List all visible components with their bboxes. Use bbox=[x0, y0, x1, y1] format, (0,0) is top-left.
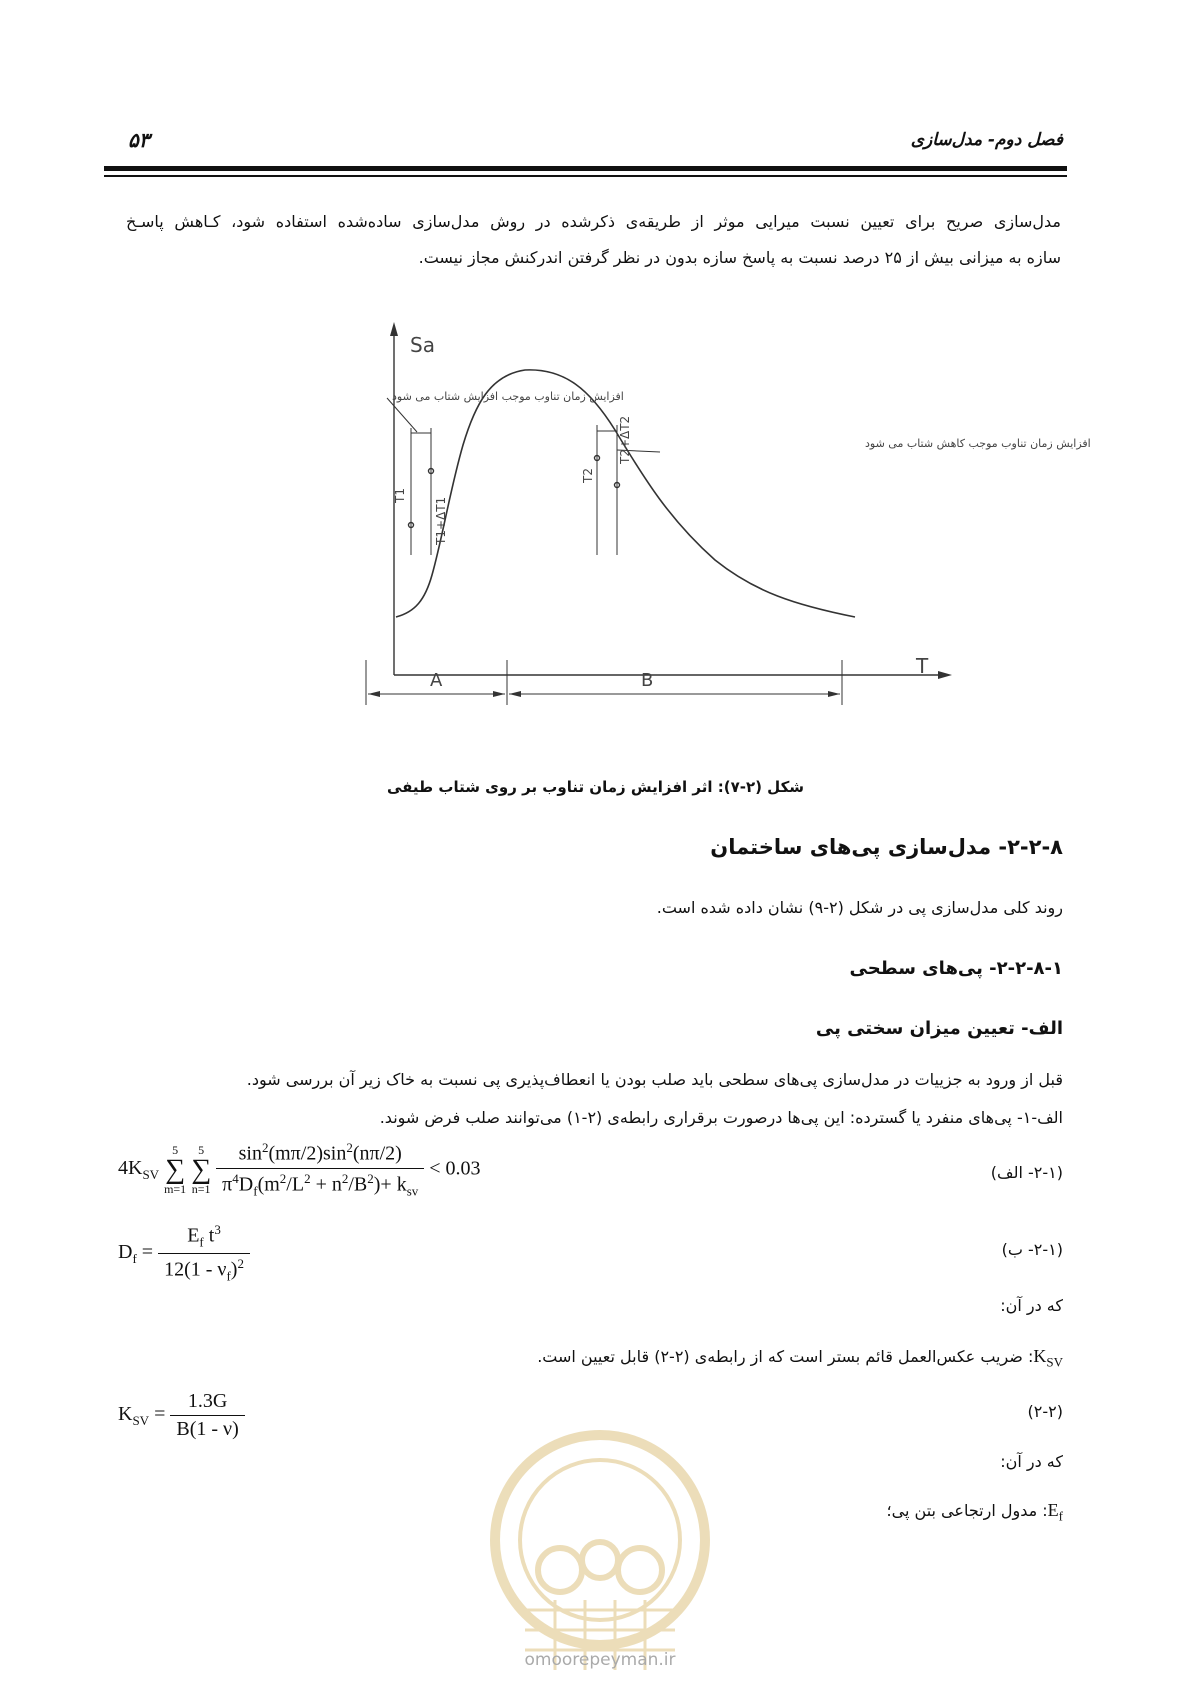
paragraph-2: الف-۱- پی‌های منفرد یا گسترده: این پی‌ها درصورت برقراری رابطه‌ی (۲-۱) می‌توانند صلب فرض شوند. bbox=[379, 1108, 1063, 1127]
equation-2: $D_f$ = $\frac{E_f t^3}{12(1 - \nu_f)^2}$ bbox=[118, 1222, 250, 1284]
equation-3-number: (۲-۲) bbox=[1027, 1402, 1063, 1421]
where-2: که در آن: bbox=[1000, 1452, 1063, 1471]
page-number: ۵۳ bbox=[128, 128, 150, 152]
t2-label: T2 bbox=[581, 468, 595, 483]
where-1: که در آن: bbox=[1000, 1296, 1063, 1315]
equation-1-rhs: < 0.03 bbox=[429, 1157, 481, 1180]
equation-3: $K_{SV}$ = $\frac{1.3G}{B(1 - \nu)}$ bbox=[118, 1390, 245, 1441]
chapter-title: فصل دوم- مدل‌سازی bbox=[910, 130, 1063, 150]
region-b-label: B bbox=[641, 670, 654, 691]
sub-heading: ۲-۲-۸-۱- پی‌های سطحی bbox=[849, 958, 1063, 979]
ef-definition-text: : مدول ارتجاعی بتن پی؛ bbox=[886, 1501, 1048, 1520]
spectral-acceleration-figure bbox=[200, 320, 1091, 770]
figure-caption: شکل (۲-۷): اثر افزایش زمان تناوب بر روی شتاب طیفی bbox=[386, 778, 805, 796]
x-axis-arrow bbox=[938, 671, 952, 679]
intro-line-2: سازه به میزانی بیش از ۲۵ درصد نسبت به پاسخ سازه بدون در نظر گرفتن اندرکنش مجاز نیست. bbox=[418, 248, 1061, 267]
t1-label: T1 bbox=[393, 488, 407, 503]
equation-1-number: (۲-۱- الف) bbox=[990, 1163, 1063, 1182]
ksv-definition bbox=[537, 1346, 1063, 1371]
right-note: افزایش زمان تناوب موجب کاهش شتاب می شود bbox=[865, 437, 1091, 450]
section-text: روند کلی مدل‌سازی پی در شکل (۲-۹) نشان داده شده است. bbox=[656, 898, 1063, 917]
ksv-symbol: $K_{SV}$ bbox=[1033, 1346, 1063, 1370]
x-axis-label: T bbox=[916, 654, 929, 678]
section-heading: ۲-۲-۸- مدل‌سازی پی‌های ساختمان bbox=[710, 835, 1063, 859]
ksv-definition-text: : ضریب عکس‌العمل قائم بستر است که از رابطه‌ی (۲-۲) قابل تعیین است. bbox=[537, 1347, 1034, 1366]
sub-sub-heading: الف- تعیین میزان سختی پی bbox=[815, 1018, 1063, 1039]
header-rule-thick bbox=[104, 166, 1067, 171]
ef-symbol: $E_f$ bbox=[1047, 1500, 1063, 1524]
t2-dt-label: T2+ΔT2 bbox=[618, 415, 632, 464]
watermark-site: omoorepeyman.ir bbox=[524, 1650, 676, 1670]
header-rule-thin bbox=[104, 175, 1067, 177]
paragraph-1: قبل از ورود به جزییات در مدل‌سازی پی‌های سطحی باید صلب بودن یا انعطاف‌پذیری پی نسبت به خاک زیر آن بررسی شود. bbox=[246, 1070, 1063, 1089]
ef-definition bbox=[887, 1500, 1063, 1525]
intro-line-1: مدل‌سازی صریح برای تعیین نسبت میرایی موثر از طریقه‌ی ذکرشده در روش مدل‌سازی ساده‌شده استفاده شود، کـاهش پاسـخ bbox=[126, 212, 1061, 231]
y-axis-arrow bbox=[390, 322, 398, 336]
t1-dt-label: T1+ΔT1 bbox=[434, 496, 448, 545]
equation-2-number: (۲-۱- ب) bbox=[1001, 1240, 1063, 1259]
left-note: افزایش زمان تناوب موجب افزایش شتاب می شود bbox=[392, 390, 624, 403]
y-axis-label: Sa bbox=[410, 333, 435, 357]
spectrum-curve bbox=[396, 370, 855, 617]
equation-1: $4K_{SV}$ 5 ∑ m=1 5 ∑ n=1 $\frac{\sin^2(m\pi/2)\sin^2(n\pi/2)}{\pi^4D_f(m^2/L^2 + n^2/B^2)+ k_{sv}}$ < 0.03 bbox=[118, 1140, 481, 1199]
region-a-label: A bbox=[430, 670, 443, 691]
